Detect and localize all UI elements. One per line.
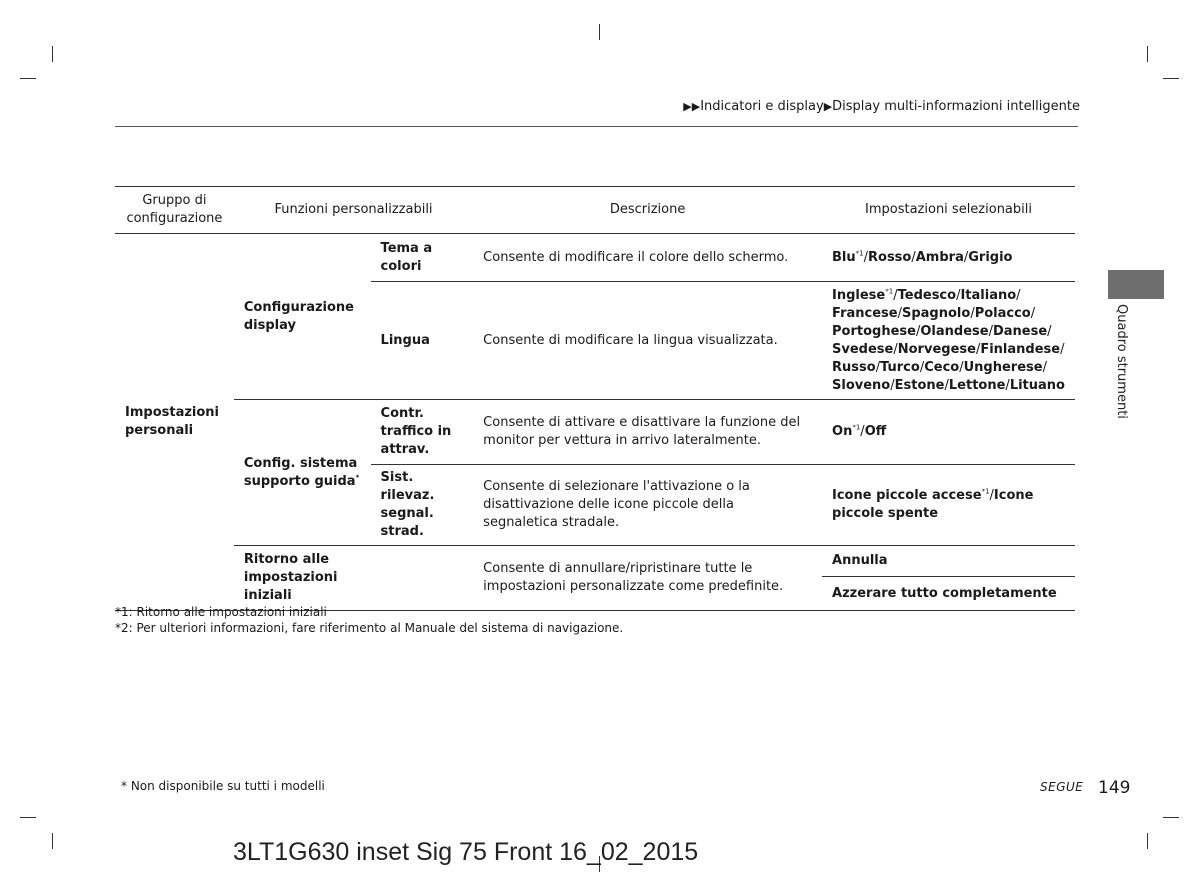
option: Svedese xyxy=(832,341,894,357)
header-group: Gruppo di configurazione xyxy=(115,187,234,234)
footnote-ref: *1 xyxy=(855,249,864,258)
option: Ambra xyxy=(915,249,964,265)
option: Francese xyxy=(832,305,898,321)
function-name-empty xyxy=(371,546,474,611)
settings-cell: Blu$^{*1}$/Rosso/Ambra/Grigio xyxy=(822,234,1075,282)
availability-note: * Non disponibile su tutti i modelli xyxy=(121,779,325,793)
section-label: Quadro strumenti xyxy=(1114,304,1129,419)
table-row xyxy=(115,234,1075,282)
option: Rosso xyxy=(868,249,912,265)
settings-cell: Azzerare tutto completamente xyxy=(822,577,1075,611)
double-arrow-icon: ▶▶ xyxy=(683,100,701,113)
section-reset: Ritorno alle impostazioni iniziali xyxy=(234,546,371,611)
crop-mark xyxy=(1163,817,1179,818)
option: Lettone xyxy=(948,377,1006,393)
settings-cell: Icone piccole accese$^{*1}$/Icone piccole spente xyxy=(822,465,1075,546)
breadcrumb-item: Display multi-informazioni intelligente xyxy=(832,99,1080,114)
option: Ungherese xyxy=(963,359,1043,375)
table-row xyxy=(115,400,1075,465)
breadcrumb-item: Indicatori e display xyxy=(700,99,824,114)
function-name: Tema a colori xyxy=(371,234,474,282)
option: Estone xyxy=(894,377,945,393)
option: Spagnolo xyxy=(901,305,971,321)
crop-mark xyxy=(52,833,53,849)
continue-label: SEGUE xyxy=(1040,780,1084,794)
table-header-row xyxy=(115,187,1075,234)
crop-mark xyxy=(1147,833,1148,849)
crop-mark xyxy=(52,46,53,62)
header-description: Descrizione xyxy=(473,187,822,234)
option: On xyxy=(832,424,853,439)
option: Olandese xyxy=(920,323,989,339)
option: Russo xyxy=(832,359,876,375)
section-tab xyxy=(1108,270,1164,299)
breadcrumb xyxy=(683,99,1080,114)
settings-cell: Inglese$^{*1}$/Tedesco/Italiano/ Francese/Spagnolo/Polacco/ Portoghese/Olandese/Danese/ Svedese/Norvegese/Finlandese/ Russo/Turco/Ceco/Ungherese/ Sloveno/Estone/Lettone/Lituano xyxy=(822,282,1075,400)
header-settings: Impostazioni selezionabili xyxy=(822,187,1075,234)
footnote: *1: Ritorno alle impostazioni iniziali xyxy=(115,605,327,619)
section-drive-label: Config. sistema supporto guida xyxy=(243,455,358,489)
print-job-label: 3LT1G630 inset Sig 75 Front 16_02_2015 xyxy=(233,838,699,866)
option: Off xyxy=(864,424,887,439)
option: Finlandese xyxy=(980,341,1061,357)
option: Turco xyxy=(880,359,920,375)
footnote-ref: *1 xyxy=(885,287,894,296)
page-number: 149 xyxy=(1098,778,1131,798)
option: Blu xyxy=(832,249,856,265)
option: Danese xyxy=(992,323,1048,339)
footnote-ref: * xyxy=(355,473,360,482)
group-cell: Impostazioni personali xyxy=(115,234,234,611)
description-cell: Consente di modificare il colore dello schermo. xyxy=(473,234,822,282)
function-name: Lingua xyxy=(371,282,474,400)
option: Icone piccole spente xyxy=(832,488,1034,521)
section-drive xyxy=(234,400,371,546)
option: Sloveno xyxy=(832,377,891,393)
option: Icone piccole accese xyxy=(832,488,982,503)
option: Lituano xyxy=(1009,377,1065,393)
description-cell: Consente di selezionare l'attivazione o la disattivazione delle icone piccole della segnaletica stradale. xyxy=(473,465,822,546)
option: Norvegese xyxy=(897,341,976,357)
section-display: Configurazione display xyxy=(234,234,371,400)
footnote-ref: *1 xyxy=(981,487,990,496)
crop-mark xyxy=(20,817,36,818)
crop-mark xyxy=(1163,78,1179,79)
description-cell: Consente di attivare e disattivare la funzione del monitor per vettura in arrivo lateralmente. xyxy=(473,400,822,465)
option: Portoghese xyxy=(832,323,916,339)
table-row xyxy=(115,546,1075,577)
header-functions: Funzioni personalizzabili xyxy=(234,187,473,234)
crop-mark xyxy=(1147,46,1148,62)
option: Tedesco xyxy=(897,287,957,303)
settings-cell: On$^{*1}$/Off xyxy=(822,400,1075,465)
footnote: *2: Per ulteriori informazioni, fare riferimento al Manuale del sistema di navigazione. xyxy=(115,621,624,635)
footnote-ref: *1 xyxy=(852,423,861,432)
arrow-icon: ▶ xyxy=(823,100,833,113)
option: Italiano xyxy=(960,287,1017,303)
function-name: Sist. rilevaz. segnal. strad. xyxy=(371,465,474,546)
option: Grigio xyxy=(968,249,1013,265)
function-name: Contr. traffico in attrav. xyxy=(371,400,474,465)
option: Ceco xyxy=(924,359,960,375)
option: Polacco xyxy=(974,305,1031,321)
settings-table xyxy=(115,186,1075,611)
header-divider xyxy=(115,126,1078,127)
option: Inglese xyxy=(832,287,886,303)
crop-mark xyxy=(599,24,600,40)
description-cell: Consente di annullare/ripristinare tutte le impostazioni personalizzate come predefinite. xyxy=(473,546,822,611)
description-cell: Consente di modificare la lingua visualizzata. xyxy=(473,282,822,400)
crop-mark xyxy=(20,78,36,79)
settings-cell: Annulla xyxy=(822,546,1075,577)
